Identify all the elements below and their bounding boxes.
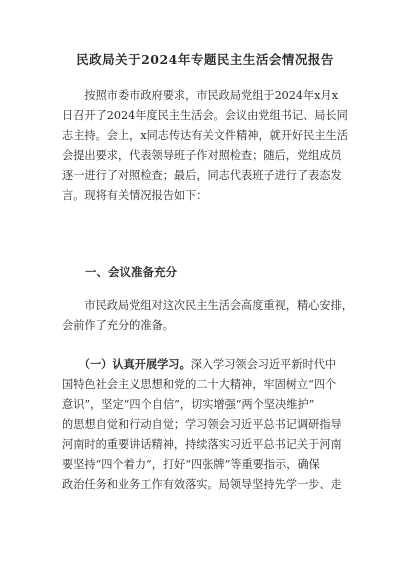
subsection1-line: 国特色社会主义思想和党的二十大精神，牢固树立“四个 [62,378,337,391]
subsection1-paragraph [62,354,358,495]
section1-paragraph [62,296,358,336]
section1-line: 会前作了充分的准备。 [62,319,174,332]
section1-line: 市民政局党组对这次民主生活会高度重视，精心安排， [62,299,353,312]
subsection1-line: 意识”，坚定“四个自信”，切实增强“两个坚决维护” [62,398,315,411]
subsection1-first-line [62,354,358,375]
subsection1-label: （一）认真开展学习。 [62,357,191,371]
intro-line: 志主持。会上，x同志传达有关文件精神，就开好民主生活 [62,129,348,142]
subsection1-line: 河南时的重要讲话精神，持续落实习近平总书记关于河南 [62,438,342,451]
intro-line: 逐一进行了对照检查；最后，同志代表班子进行了表态发 [62,169,342,182]
intro-paragraph [62,86,358,206]
subsection1-first-text: 深入学习领会习近平新时代中 [190,358,337,371]
intro-line: 按照市委市政府要求，市民政局党组于2024年x月x [62,89,339,102]
subsection1-line: 要坚持“四个着力”，打好“四张牌”等重要指示，确保 [62,458,320,471]
subsection1-line: 政治任务和业务工作有效落实。局领导坚持先学一步、走 [62,478,342,491]
intro-line: 会提出要求，代表领导班子作对照检查；随后，党组成员 [62,149,342,162]
subsection1-line: 的思想自觉和行动自觉；学习领会习近平总书记调研指导 [62,418,342,431]
section-heading-1: 一、会议准备充分 [62,265,177,279]
intro-line: 日召开了2024年度民主生活会。会议由党组书记、局长同 [62,109,348,122]
intro-line: 言。现将有关情况报告如下： [62,189,208,202]
document-title: 民政局关于2024年专题民主生活会情况报告 [76,52,334,67]
